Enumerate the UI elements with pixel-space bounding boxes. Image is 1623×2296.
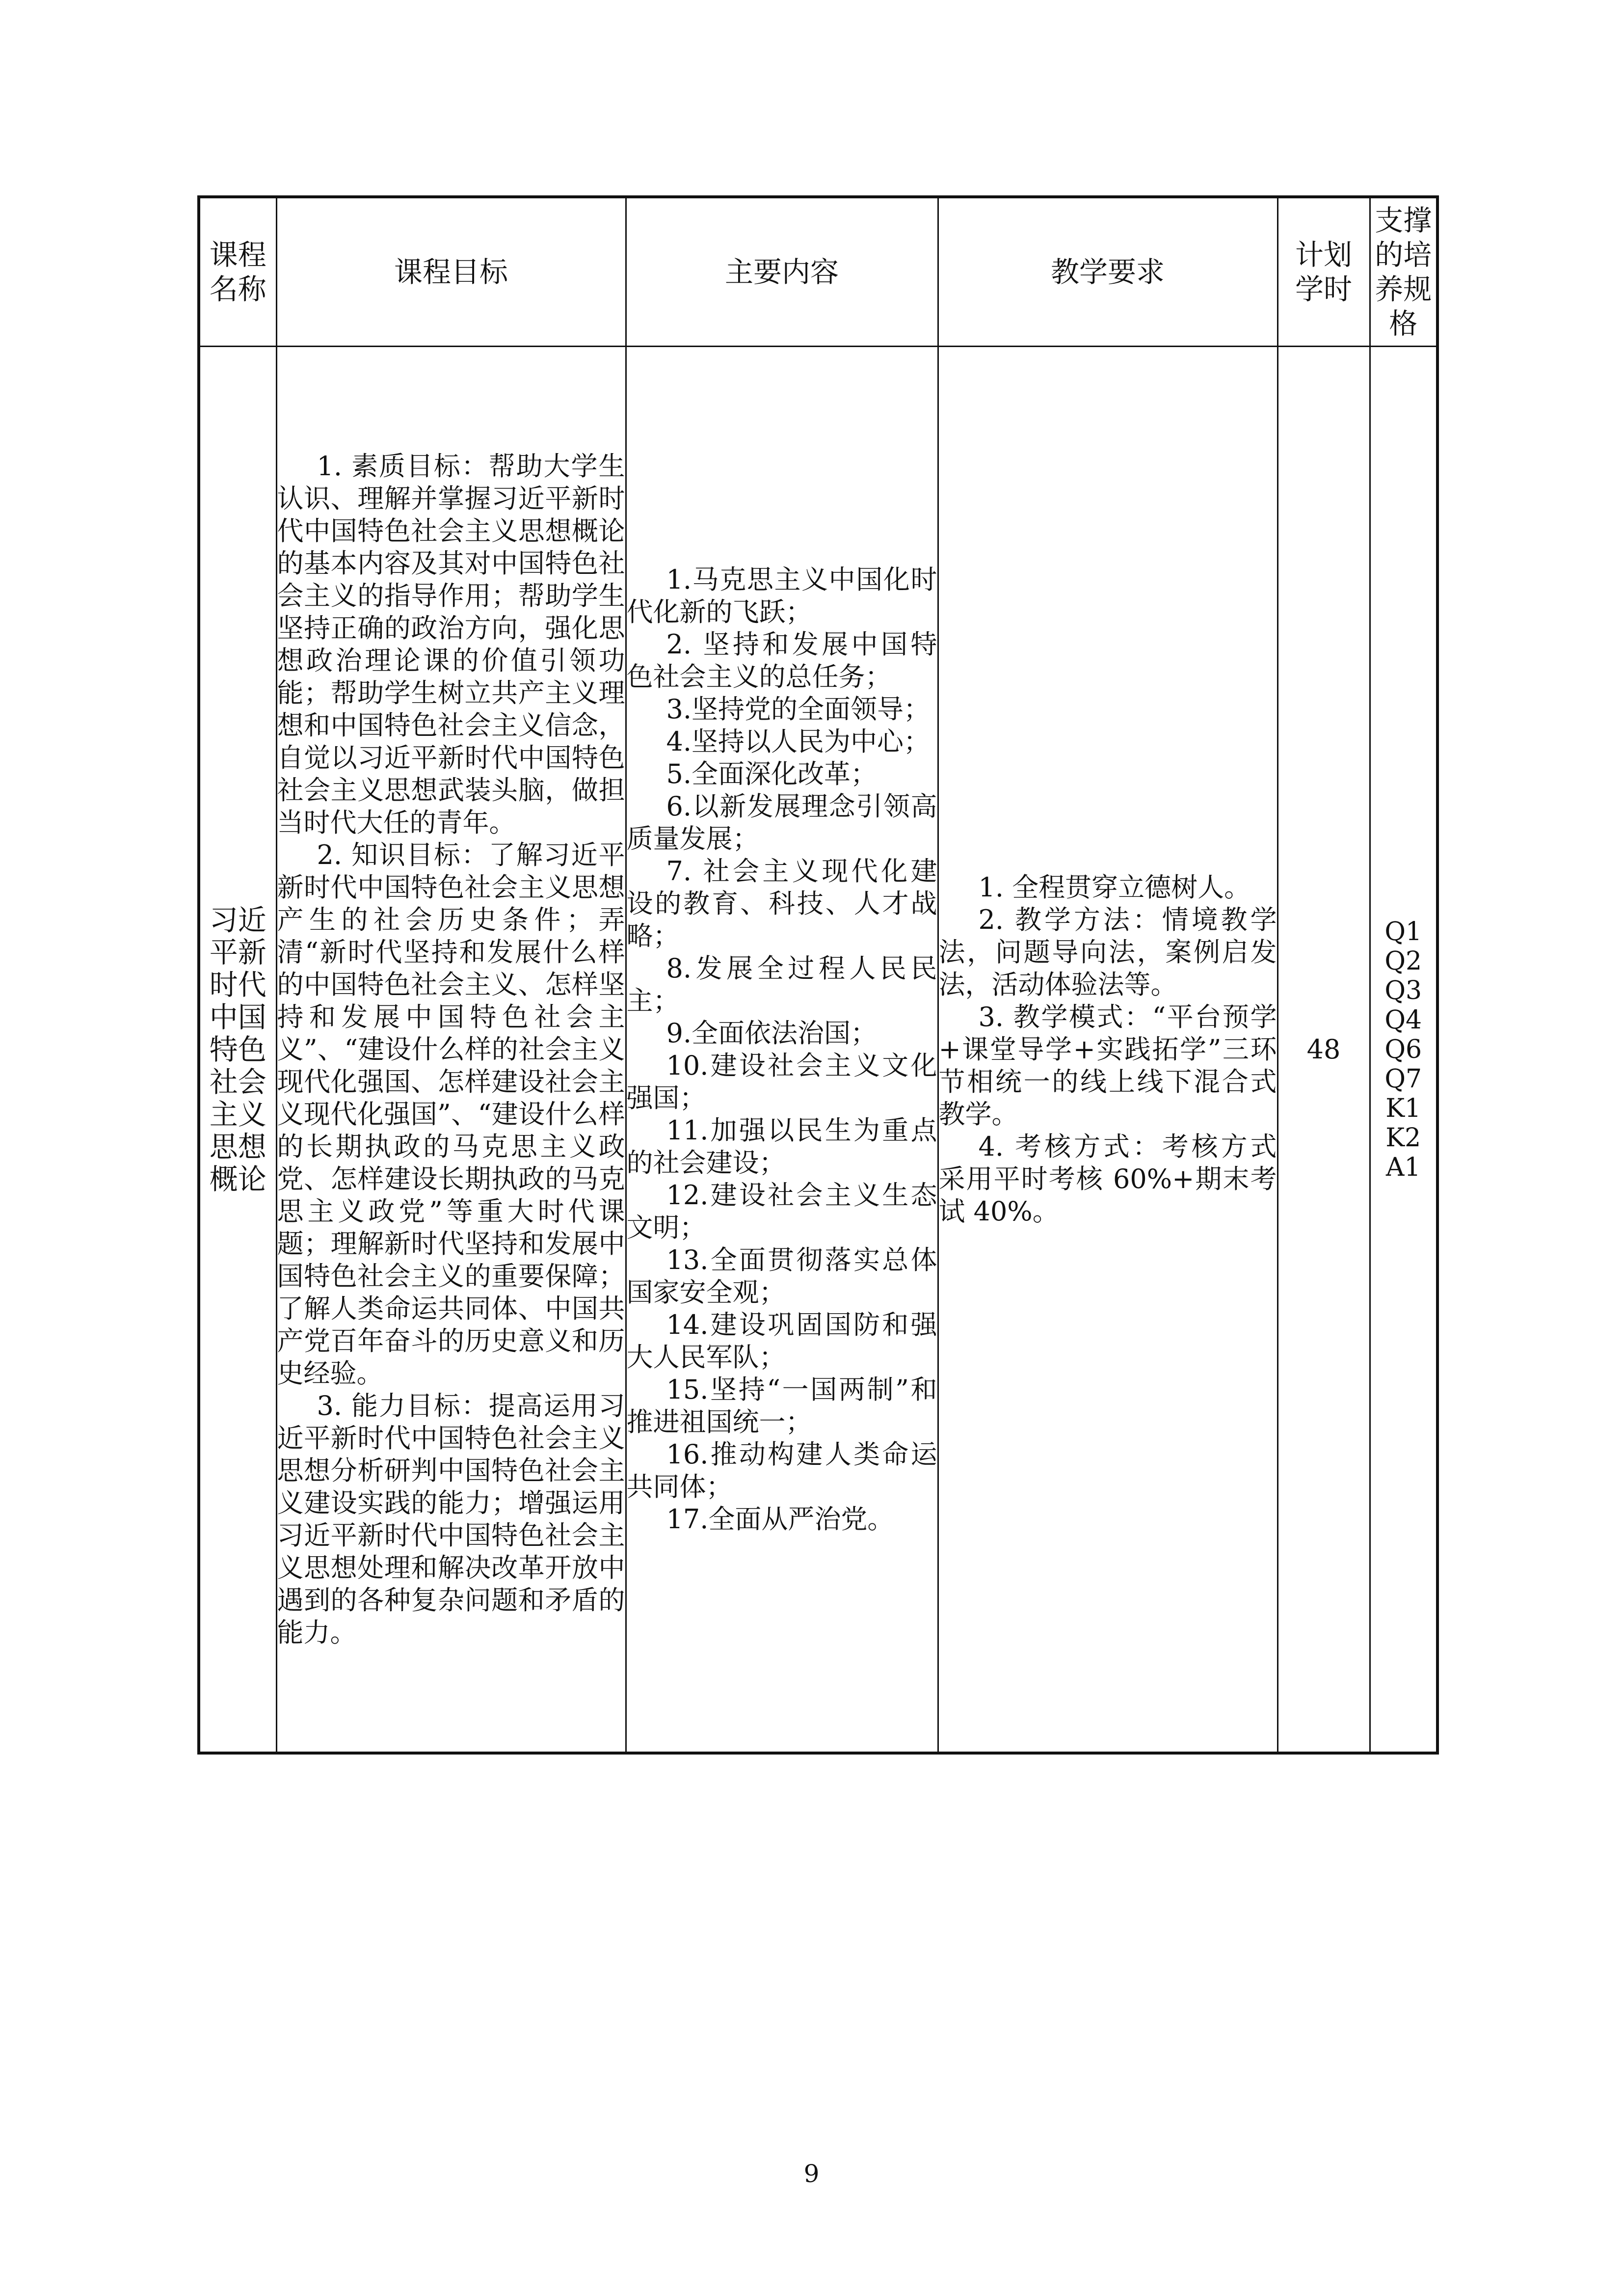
planned-hours-cell — [1277, 347, 1370, 1754]
course-name: 习近 平新 时代 中国 特色 社会 主义 思想 概论 — [209, 903, 266, 1196]
content-item: 6.以新发展理念引领高质量发展； — [626, 790, 937, 854]
page-number: 9 — [803, 2160, 820, 2188]
content-item: 13.全面贯彻落实总体国家安全观； — [626, 1244, 937, 1308]
header-objectives: 课程目标 — [276, 197, 626, 347]
content-item: 4.坚持以人民为中心； — [666, 726, 931, 757]
table-header-row — [199, 197, 1437, 347]
content-item: 17.全面从严治党。 — [666, 1503, 894, 1535]
content-item: 5.全面深化改革； — [666, 758, 878, 789]
header-course-name: 课程 名称 — [199, 197, 276, 347]
supported-specs-cell — [1370, 347, 1437, 1754]
content-item: 1.马克思主义中国化时代化新的飞跃； — [626, 564, 937, 627]
requirement-item: 2. 教学方法：情境教学法，问题导向法，案例启发法，活动体验法等。 — [938, 904, 1277, 1000]
requirements-cell — [938, 347, 1277, 1754]
objective-knowledge: 2. 知识目标：了解习近平新时代中国特色社会主义思想产生的社会历史条件；弄清“新时代坚持和发展什么样的中国特色社会主义、怎样坚持和发展中国特色社会主义”、“建设什么样的社会主义现代化强国、怎样建设社会主义现代化强国”、“建设什么样的长期执政的马克思主义政党、怎样建设长期执政的马克思主义政党”等重大时代课题；理解新时代坚持和发展中国特色社会主义的重要保障；了解人类命运共同体、中国共产党百年奋斗的历史意义和历史经验。 — [277, 839, 625, 1389]
main-content-cell — [626, 347, 938, 1754]
content-item: 9.全面依法治国； — [666, 1017, 878, 1049]
requirement-item: 1. 全程贯穿立德树人。 — [978, 871, 1251, 903]
requirement-item: 3. 教学模式：“平台预学+课堂导学+实践拓学”三环节相统一的线上线下混合式教学。 — [938, 1001, 1277, 1130]
content-item: 12.建设社会主义生态文明； — [626, 1179, 937, 1243]
header-planned-hours: 计划 学时 — [1277, 197, 1370, 347]
content-item: 16.推动构建人类命运共同体； — [626, 1438, 937, 1502]
course-name-cell — [199, 347, 276, 1754]
course-table — [197, 195, 1439, 1755]
header-main-content: 主要内容 — [626, 197, 938, 347]
objectives-cell — [276, 347, 626, 1754]
objective-ability: 3. 能力目标：提高运用习近平新时代中国特色社会主义思想分析研判中国特色社会主义建设实践的能力；增强运用习近平新时代中国特色社会主义思想处理和解决改革开放中遇到的各种复杂问题和矛盾的能力。 — [277, 1390, 625, 1648]
objective-quality: 1. 素质目标：帮助大学生认识、理解并掌握习近平新时代中国特色社会主义思想概论的基本内容及其对中国特色社会主义的指导作用；帮助学生坚持正确的政治方向，强化思想政治理论课的价值引领功能；帮助学生树立共产主义理想和中国特色社会主义信念，自觉以习近平新时代中国特色社会主义思想武装头脑，做担当时代大任的青年。 — [277, 450, 625, 838]
content-item: 11.加强以民生为重点的社会建设； — [626, 1114, 937, 1178]
header-supported-specs: 支撑 的培 养规 格 — [1370, 197, 1437, 347]
planned-hours: 48 — [1306, 1033, 1341, 1065]
content-item: 7. 社会主义现代化建设的教育、科技、人才战略； — [626, 855, 937, 951]
content-item: 8.发展全过程人民民主； — [626, 952, 937, 1016]
header-requirements: 教学要求 — [938, 197, 1277, 347]
table-row — [199, 347, 1437, 1754]
supported-specs: Q1 Q2 Q3 Q4 Q6 Q7 K1 K2 A1 — [1384, 917, 1422, 1182]
content-item: 3.坚持党的全面领导； — [666, 693, 931, 725]
content-item: 14.建设巩固国防和强大人民军队； — [626, 1309, 937, 1373]
content-item: 10.建设社会主义文化强国； — [626, 1050, 937, 1113]
requirement-item: 4. 考核方式：考核方式采用平时考核 60%+期末考试 40%。 — [938, 1131, 1277, 1227]
content-item: 2. 坚持和发展中国特色社会主义的总任务； — [626, 628, 937, 692]
content-item: 15.坚持“一国两制”和推进祖国统一； — [626, 1374, 937, 1437]
